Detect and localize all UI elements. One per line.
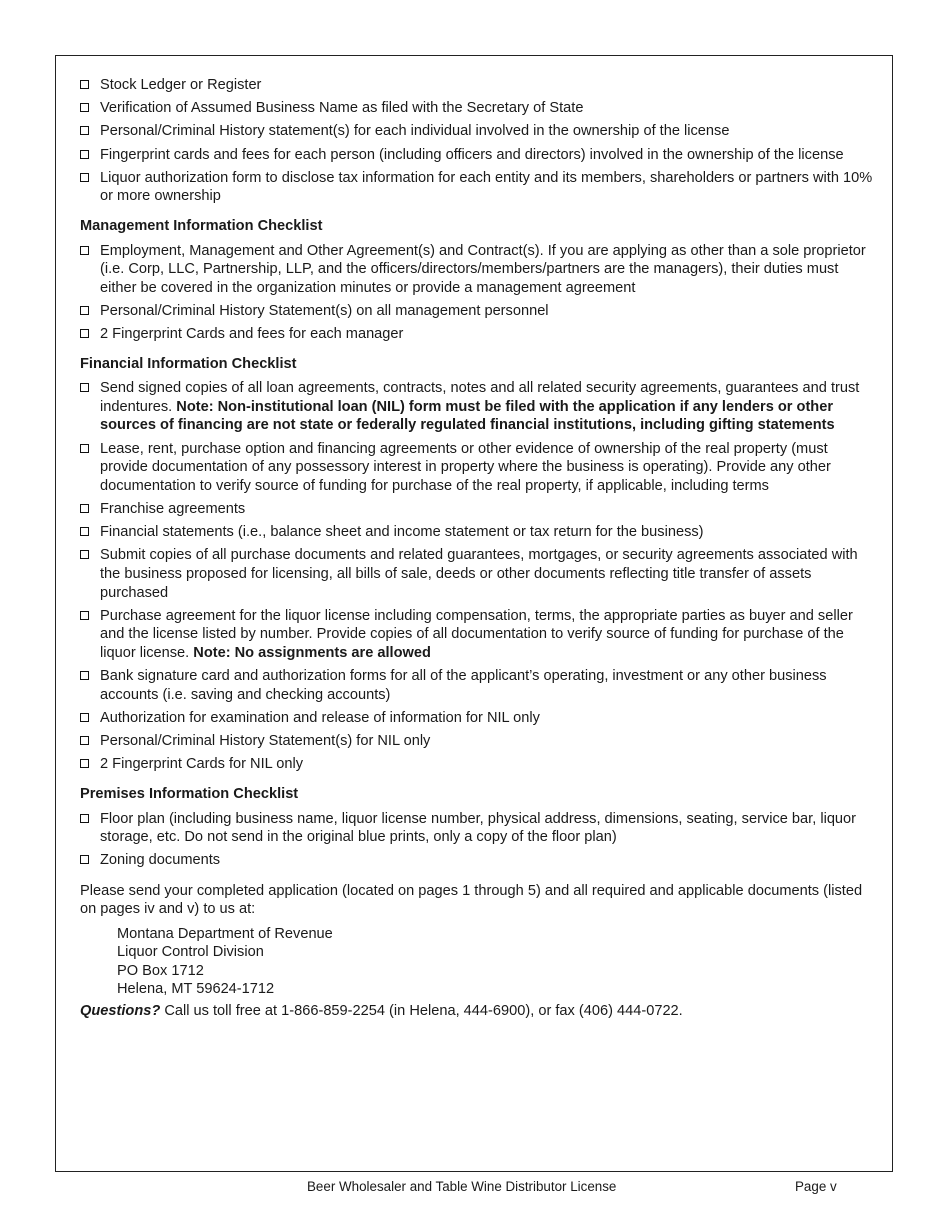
mailing-address bbox=[117, 925, 875, 999]
checklist-item[interactable] bbox=[80, 379, 875, 435]
checklist-item[interactable] bbox=[80, 709, 875, 728]
item-text: Employment, Management and Other Agreement(s) and Contract(s). If you are applying as other than a sole proprietor (i.e. Corp, LLC, Partnership, LLP, and the officers/directors/members/partners are the managers), their duties must either be covered in the organization minutes or provide a management agreement bbox=[100, 242, 866, 296]
checklist-item[interactable] bbox=[80, 667, 875, 704]
checklist-item[interactable] bbox=[80, 732, 875, 751]
address-line: Liquor Control Division bbox=[117, 944, 264, 961]
checklist-item[interactable] bbox=[80, 523, 875, 542]
item-text bbox=[100, 607, 875, 663]
questions-label: Questions? bbox=[80, 1002, 161, 1019]
item-text: Submit copies of all purchase documents and related guarantees, mortgages, or security agreements associated with the business proposed for licensing, all bills of sale, deeds or other documents reflecting title transfer of assets purchased bbox=[100, 547, 858, 601]
contact-text: Call us toll free at 1-866-859-2254 (in Helena, 444-6900), or fax (406) 444-0722. bbox=[160, 1002, 683, 1019]
checkbox-icon[interactable] bbox=[80, 329, 89, 338]
checklist-item[interactable] bbox=[80, 500, 875, 519]
item-text bbox=[100, 379, 875, 435]
item-text: Zoning documents bbox=[100, 852, 221, 869]
checklist-item[interactable] bbox=[80, 302, 875, 321]
item-text: Authorization for examination and release of information for NIL only bbox=[100, 709, 540, 726]
checkbox-icon[interactable] bbox=[80, 504, 89, 513]
item-note: Note: Non-institutional loan (NIL) form must be filed with the application if any lenders or other sources of financing are not state or federally regulated financial institutions, including gifting statements bbox=[100, 398, 835, 434]
checklist-item[interactable] bbox=[80, 851, 875, 870]
footer-title: Beer Wholesaler and Table Wine Distributor License bbox=[307, 1179, 617, 1194]
item-text: 2 Fingerprint Cards and fees for each manager bbox=[100, 326, 404, 343]
item-text: Bank signature card and authorization forms for all of the applicant’s operating, investment or any other business accounts (i.e. saving and checking accounts) bbox=[100, 668, 827, 703]
checklist-item[interactable] bbox=[80, 169, 875, 206]
management-heading: Management Information Checklist bbox=[80, 217, 323, 234]
checklist-item[interactable] bbox=[80, 76, 875, 95]
checkbox-icon[interactable] bbox=[80, 306, 89, 315]
item-text: Personal/Criminal History statement(s) for each individual involved in the ownership of the license bbox=[100, 123, 730, 140]
checkbox-icon[interactable] bbox=[80, 173, 89, 182]
checklist-item[interactable] bbox=[80, 99, 875, 118]
checkbox-icon[interactable] bbox=[80, 126, 89, 135]
checkbox-icon[interactable] bbox=[80, 444, 89, 453]
item-text: Stock Ledger or Register bbox=[100, 77, 262, 93]
item-text: Floor plan (including business name, liquor license number, physical address, dimensions, seating, service bar, liquor storage, etc. Do not send in the original blue prints, only a copy of the floor plan) bbox=[100, 810, 857, 846]
checklist-item[interactable] bbox=[80, 146, 875, 165]
checkbox-icon[interactable] bbox=[80, 246, 89, 255]
item-text: Liquor authorization form to disclose tax information for each entity and its members, shareholders or partners with 10% or more ownership bbox=[100, 169, 873, 205]
checklist-item[interactable] bbox=[80, 755, 875, 774]
item-text: Verification of Assumed Business Name as filed with the Secretary of State bbox=[100, 100, 584, 117]
checkbox-icon[interactable] bbox=[80, 713, 89, 722]
questions-line bbox=[80, 1002, 875, 1021]
item-text: Lease, rent, purchase option and financing agreements or other evidence of ownership of the real property (must provide documentation of any possessory interest in property where the business is operating). Provide any other documentation to verify source of funding for purchase of the real property, if applicable, including terms bbox=[100, 440, 831, 494]
item-text: Financial statements (i.e., balance sheet and income statement or tax return for the business) bbox=[100, 524, 704, 541]
address-line: Helena, MT 59624-1712 bbox=[117, 981, 275, 998]
item-text: Fingerprint cards and fees for each person (including officers and directors) involved in the ownership of the license bbox=[100, 146, 844, 163]
checklist-item[interactable] bbox=[80, 325, 875, 344]
financial-heading: Financial Information Checklist bbox=[80, 355, 297, 372]
item-text: Franchise agreements bbox=[100, 501, 246, 518]
address-line: PO Box 1712 bbox=[117, 962, 204, 979]
checklist-item[interactable] bbox=[80, 242, 875, 298]
checklist-item[interactable] bbox=[80, 440, 875, 496]
premises-heading: Premises Information Checklist bbox=[80, 785, 299, 802]
page-number: Page v bbox=[795, 1179, 837, 1194]
checkbox-icon[interactable] bbox=[80, 550, 89, 559]
checkbox-icon[interactable] bbox=[80, 759, 89, 768]
item-text: Personal/Criminal History Statement(s) for NIL only bbox=[100, 733, 431, 750]
instructions-paragraph: Please send your completed application (located on pages 1 through 5) and all required and applicable documents (listed on pages iv and v) to us at: bbox=[80, 882, 863, 918]
item-text: 2 Fingerprint Cards for NIL only bbox=[100, 756, 304, 773]
checklist-item[interactable] bbox=[80, 607, 875, 663]
address-line: Montana Department of Revenue bbox=[117, 926, 333, 943]
checkbox-icon[interactable] bbox=[80, 611, 89, 620]
checklist-item[interactable] bbox=[80, 546, 875, 602]
item-body: Purchase agreement for the liquor license including compensation, terms, the appropriate parties as buyer and seller and the license listed by number. Provide copies of all documentation to verify source of funding for purchase of the liquor license. bbox=[100, 607, 853, 661]
checkbox-icon[interactable] bbox=[80, 736, 89, 745]
checkbox-icon[interactable] bbox=[80, 527, 89, 536]
checklist-item[interactable] bbox=[80, 810, 875, 847]
checkbox-icon[interactable] bbox=[80, 383, 89, 392]
checkbox-icon[interactable] bbox=[80, 80, 89, 89]
item-body: Send signed copies of all loan agreements, contracts, notes and all related security agreements, guarantees and trust indentures. bbox=[100, 380, 860, 415]
item-text: Personal/Criminal History Statement(s) on all management personnel bbox=[100, 302, 549, 319]
checkbox-icon[interactable] bbox=[80, 814, 89, 823]
checkbox-icon[interactable] bbox=[80, 150, 89, 159]
checkbox-icon[interactable] bbox=[80, 671, 89, 680]
checkbox-icon[interactable] bbox=[80, 855, 89, 864]
checklist-content bbox=[80, 76, 875, 1020]
item-note: Note: No assignments are allowed bbox=[193, 644, 431, 661]
checklist-item[interactable] bbox=[80, 122, 875, 141]
checkbox-icon[interactable] bbox=[80, 103, 89, 112]
